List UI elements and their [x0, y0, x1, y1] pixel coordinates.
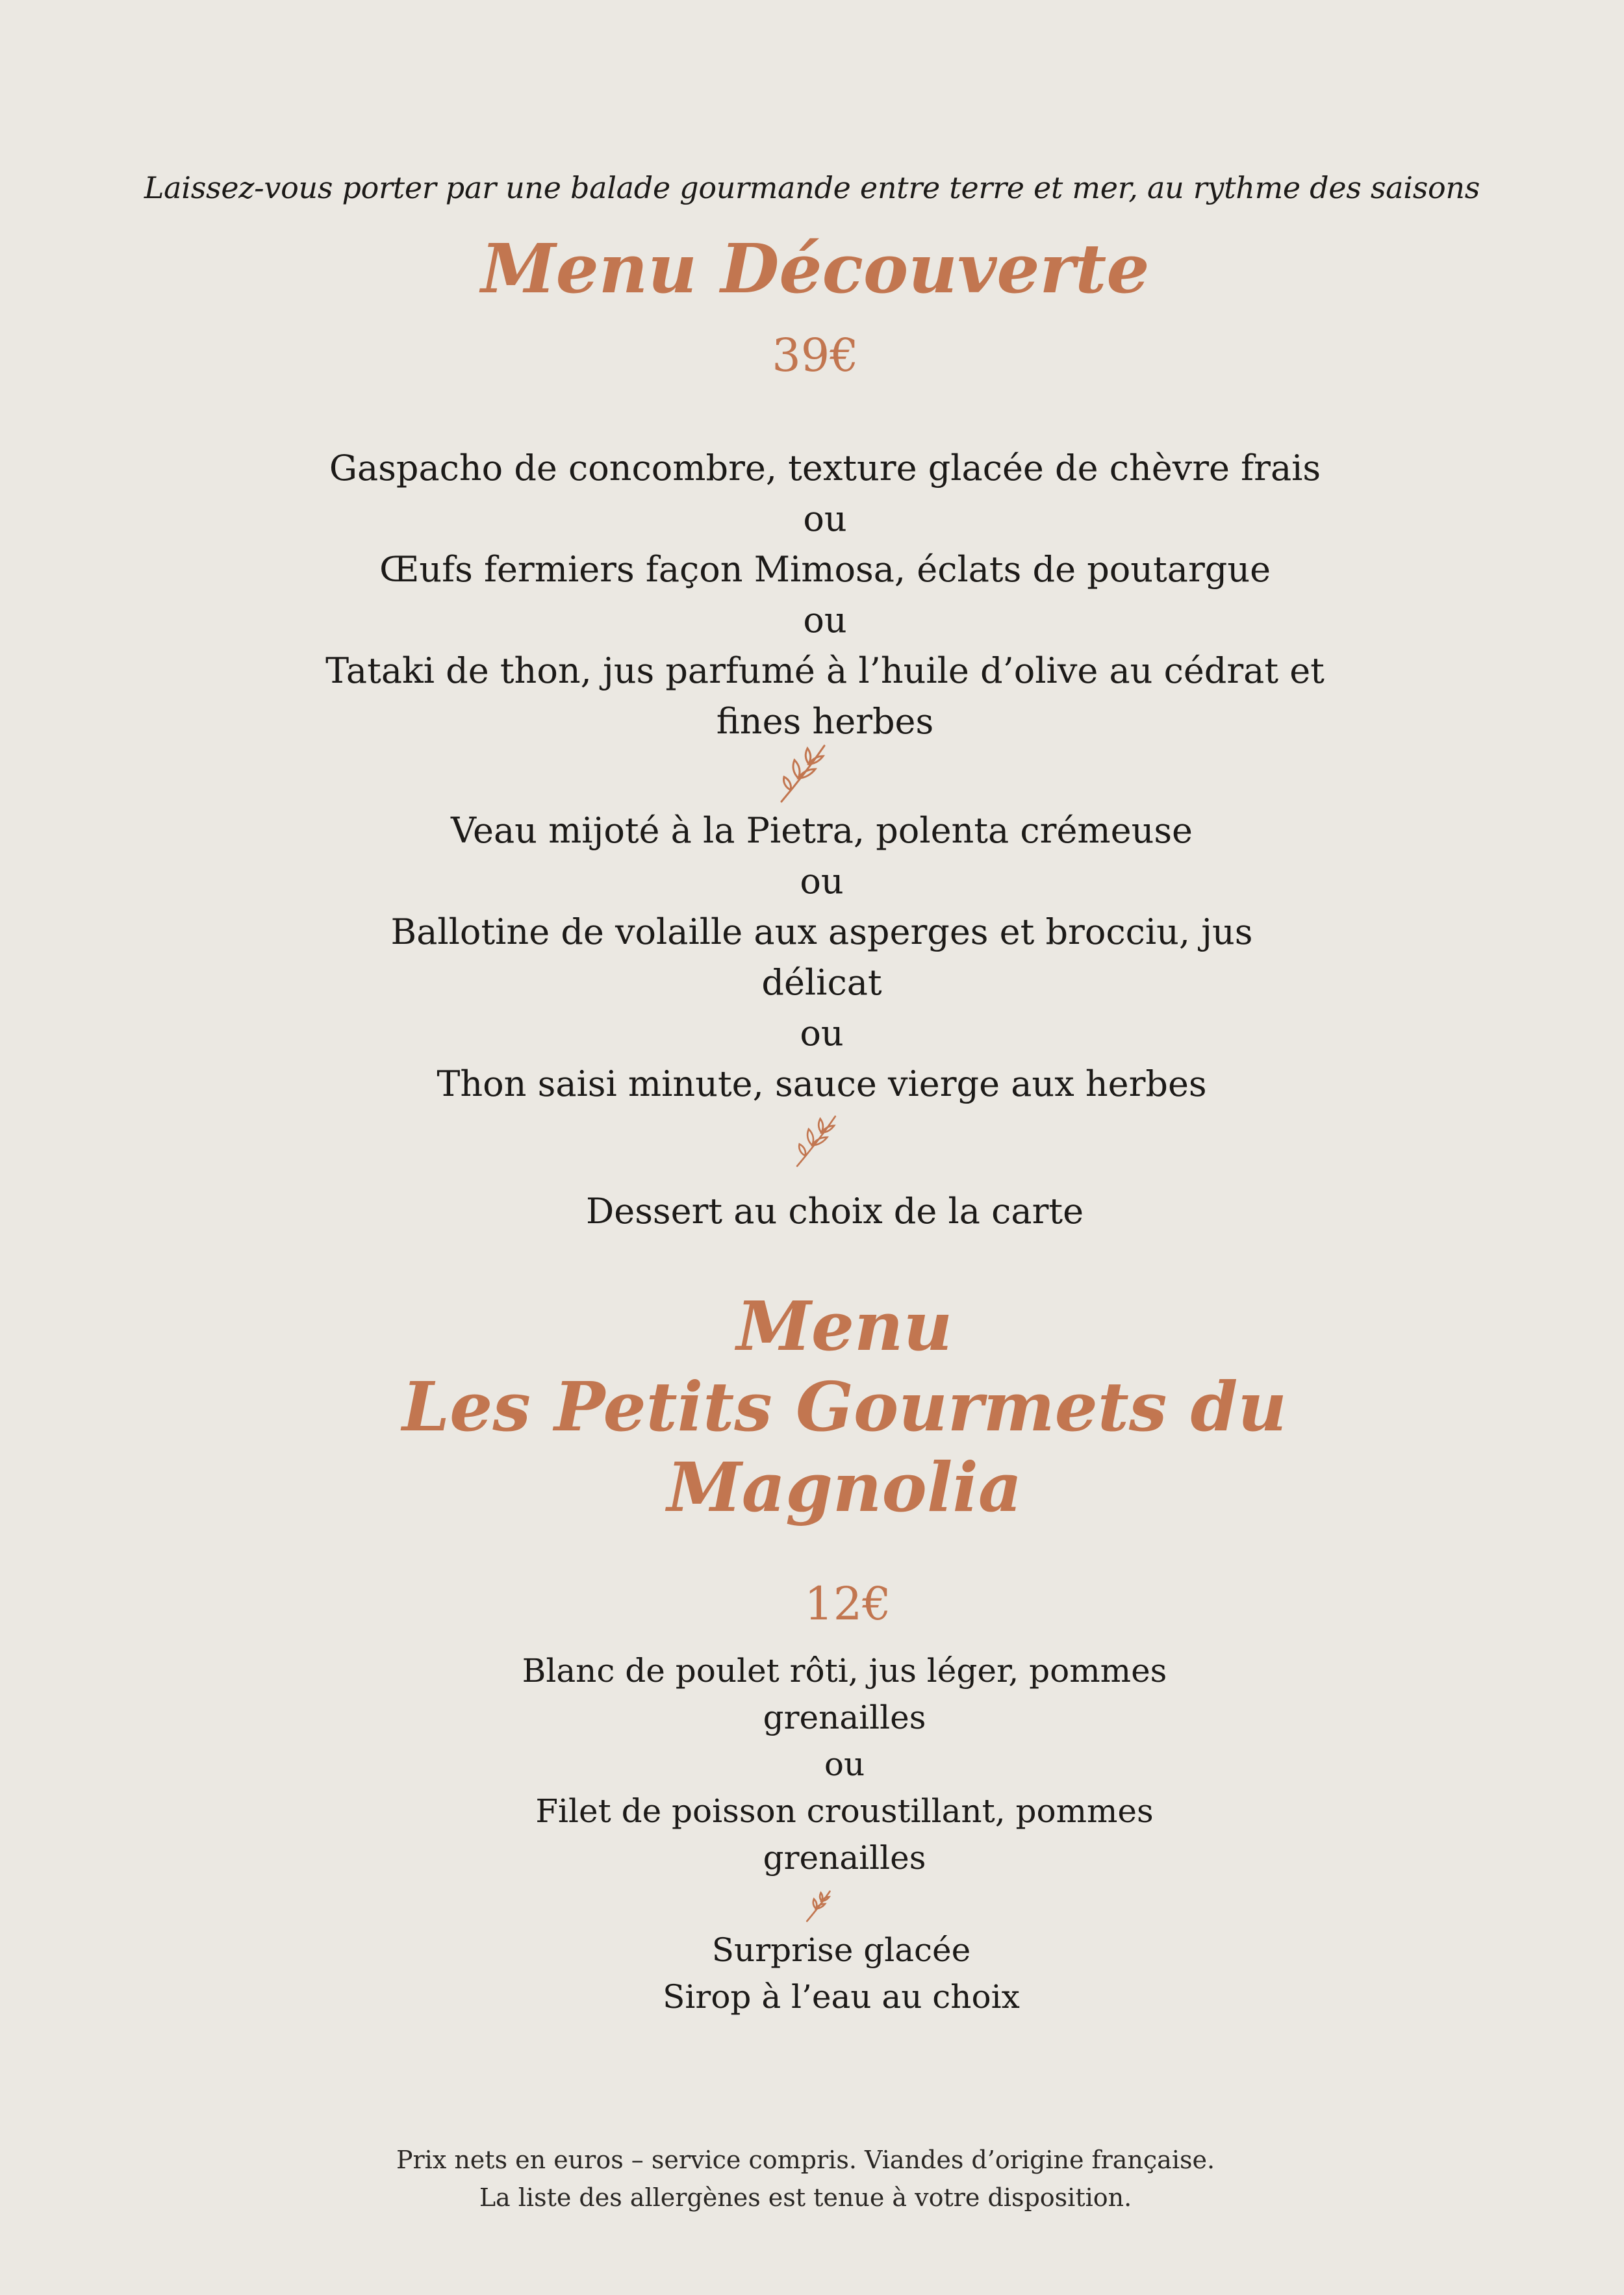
footer-line: La liste des allergènes est tenue à votre disposition.	[479, 2183, 1132, 2212]
separator-ou: ou	[800, 861, 844, 902]
separator-ou: ou	[824, 1745, 865, 1783]
footer-line: Prix nets en euros – service compris. Viandes d’origine française.	[396, 2146, 1215, 2174]
dessert-line: Sirop à l’eau au choix	[663, 1978, 1020, 2016]
dish-entree: Gaspacho de concombre, texture glacée de chèvre frais	[329, 448, 1321, 488]
dish-plat: Filet de poisson croustillant, pommes	[535, 1792, 1154, 1830]
separator-ou: ou	[803, 600, 847, 640]
leaf-sprig-icon	[776, 742, 835, 804]
dish-plat: Veau mijoté à la Pietra, polenta crémeuse	[450, 810, 1193, 851]
leaf-sprig-icon	[793, 1111, 844, 1171]
dish-plat: Blanc de poulet rôti, jus léger, pommes	[522, 1652, 1167, 1690]
separator-ou: ou	[800, 1013, 844, 1054]
tagline: Laissez-vous porter par une balade gourmande entre terre et mer, au rythme des saisons	[144, 170, 1480, 205]
dessert-line: Surprise glacée	[711, 1931, 971, 1969]
dessert-line: Dessert au choix de la carte	[585, 1191, 1084, 1232]
dish-plat-continued: délicat	[761, 962, 882, 1003]
title-line: Magnolia	[666, 1447, 1022, 1527]
dish-plat-continued: grenailles	[763, 1839, 926, 1877]
dish-plat: Thon saisi minute, sauce vierge aux herbes	[437, 1063, 1207, 1104]
title-line: Menu	[736, 1286, 953, 1366]
dish-entree: Œufs fermiers façon Mimosa, éclats de poutargue	[379, 549, 1271, 590]
dish-entree: Tataki de thon, jus parfumé à l’huile d’olive au cédrat et	[325, 650, 1325, 691]
dish-entree-continued: fines herbes	[716, 701, 934, 742]
dish-plat-continued: grenailles	[763, 1699, 926, 1736]
dish-plat: Ballotine de volaille aux asperges et brocciu, jus	[390, 911, 1253, 952]
separator-ou: ou	[803, 498, 847, 539]
menu-decouverte-title: Menu Découverte	[481, 229, 1150, 309]
menu-petits-gourmets-price: 12€	[804, 1577, 891, 1630]
leaf-sprig-icon	[804, 1889, 835, 1923]
title-line: Les Petits Gourmets du	[402, 1367, 1287, 1447]
menu-decouverte-price: 39€	[772, 329, 859, 382]
